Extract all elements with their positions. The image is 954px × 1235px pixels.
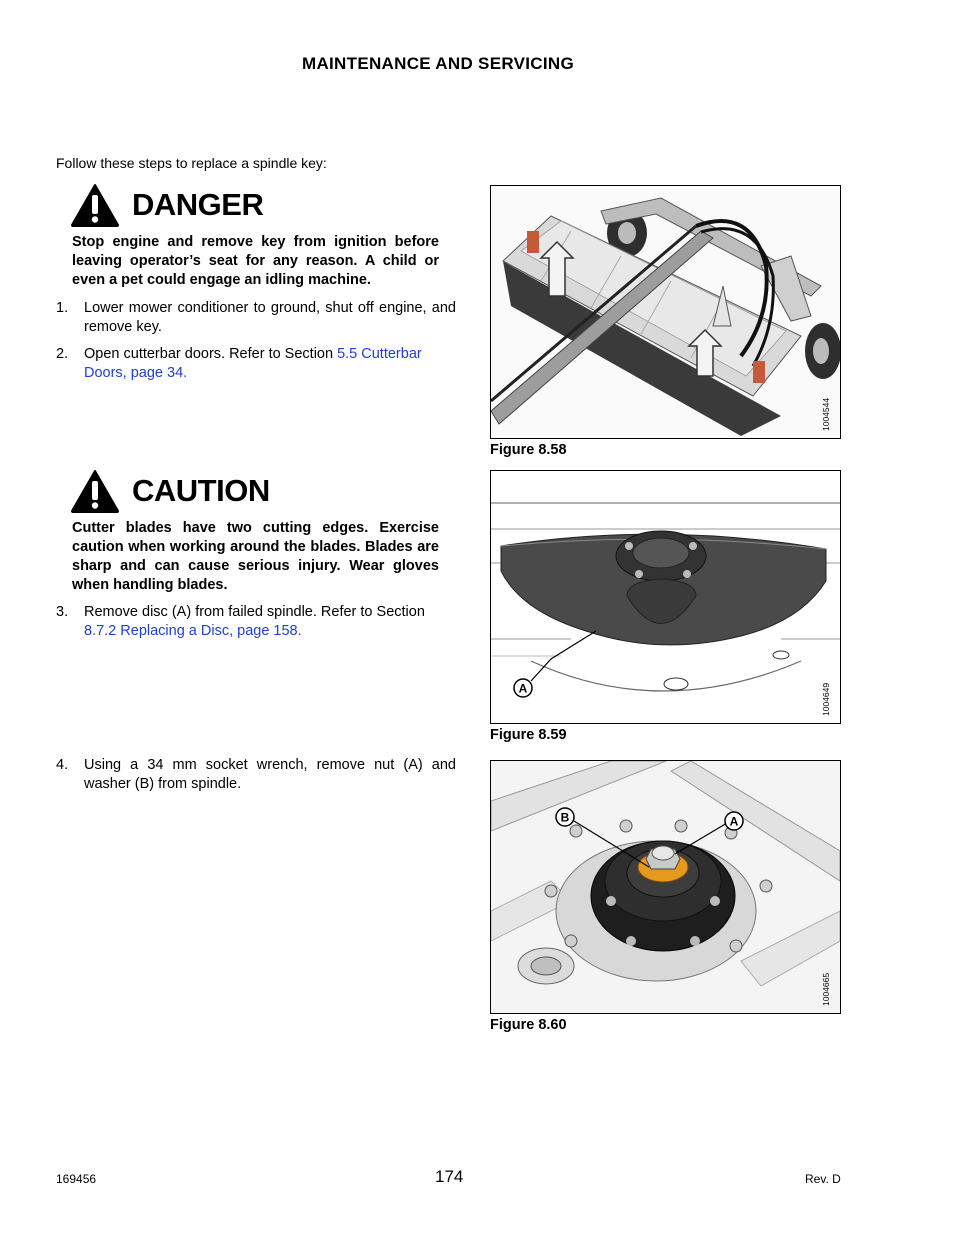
- figure-8-60-caption: Figure 8.60: [490, 1017, 567, 1033]
- step-text: Lower mower conditioner to ground, shut off engine, and remove key.: [84, 300, 456, 335]
- intro-text: Follow these steps to replace a spindle key:: [56, 155, 327, 171]
- figure-id: 1004649: [821, 682, 831, 716]
- step-text-end: .: [297, 623, 302, 639]
- warning-triangle-icon: [70, 469, 120, 513]
- danger-heading: [70, 183, 263, 227]
- page-header-title: MAINTENANCE AND SERVICING: [302, 54, 574, 73]
- step-3: [56, 603, 456, 641]
- caution-text: Cutter blades have two cutting edges. Exercise caution when working around the blades. Blades are sharp and can cause serious injury. Wear gloves when handling blades.: [72, 520, 439, 593]
- figure-8-59-caption: Figure 8.59: [490, 727, 567, 743]
- callout-b: B: [560, 810, 570, 825]
- figure-8-59-image: [490, 470, 841, 724]
- footer-doc-number: 169456: [56, 1172, 97, 1186]
- step-number: 2.: [56, 346, 69, 362]
- danger-label: DANGER: [132, 187, 264, 222]
- page-number: 174: [435, 1167, 464, 1186]
- step-2: [56, 345, 456, 383]
- cutterbar-doors-link[interactable]: 5.5 Cutterbar Doors, page 34: [84, 346, 422, 381]
- replacing-disc-link[interactable]: 8.7.2 Replacing a Disc, page 158: [84, 623, 298, 639]
- warning-triangle-icon: [70, 183, 120, 227]
- step-text: Remove disc (A) from failed spindle. Refer to Section: [84, 604, 425, 620]
- step-text-end: .: [183, 365, 188, 381]
- callout-a: A: [518, 681, 528, 696]
- step-number: 3.: [56, 604, 69, 620]
- danger-text: Stop engine and remove key from ignition before leaving operator’s seat for any reason. A child or even a pet could engage an idling machine.: [72, 234, 439, 288]
- step-text: Open cutterbar doors. Refer to Section: [84, 346, 338, 362]
- figure-id: 1004665: [821, 972, 831, 1006]
- figure-id: 1004544: [821, 397, 831, 431]
- footer-revision: Rev. D: [805, 1172, 841, 1186]
- step-4: [56, 756, 456, 794]
- caution-heading: [70, 469, 270, 513]
- figure-8-58-caption: Figure 8.58: [490, 442, 567, 458]
- step-text: Using a 34 mm socket wrench, remove nut (A) and washer (B) from spindle.: [84, 757, 456, 792]
- step-1: [56, 299, 456, 337]
- figure-8-60-image: [490, 760, 841, 1014]
- step-number: 1.: [56, 300, 69, 316]
- figure-8-58-image: [490, 185, 841, 439]
- callout-a: A: [729, 814, 739, 829]
- step-number: 4.: [56, 757, 69, 773]
- caution-label: CAUTION: [132, 473, 270, 508]
